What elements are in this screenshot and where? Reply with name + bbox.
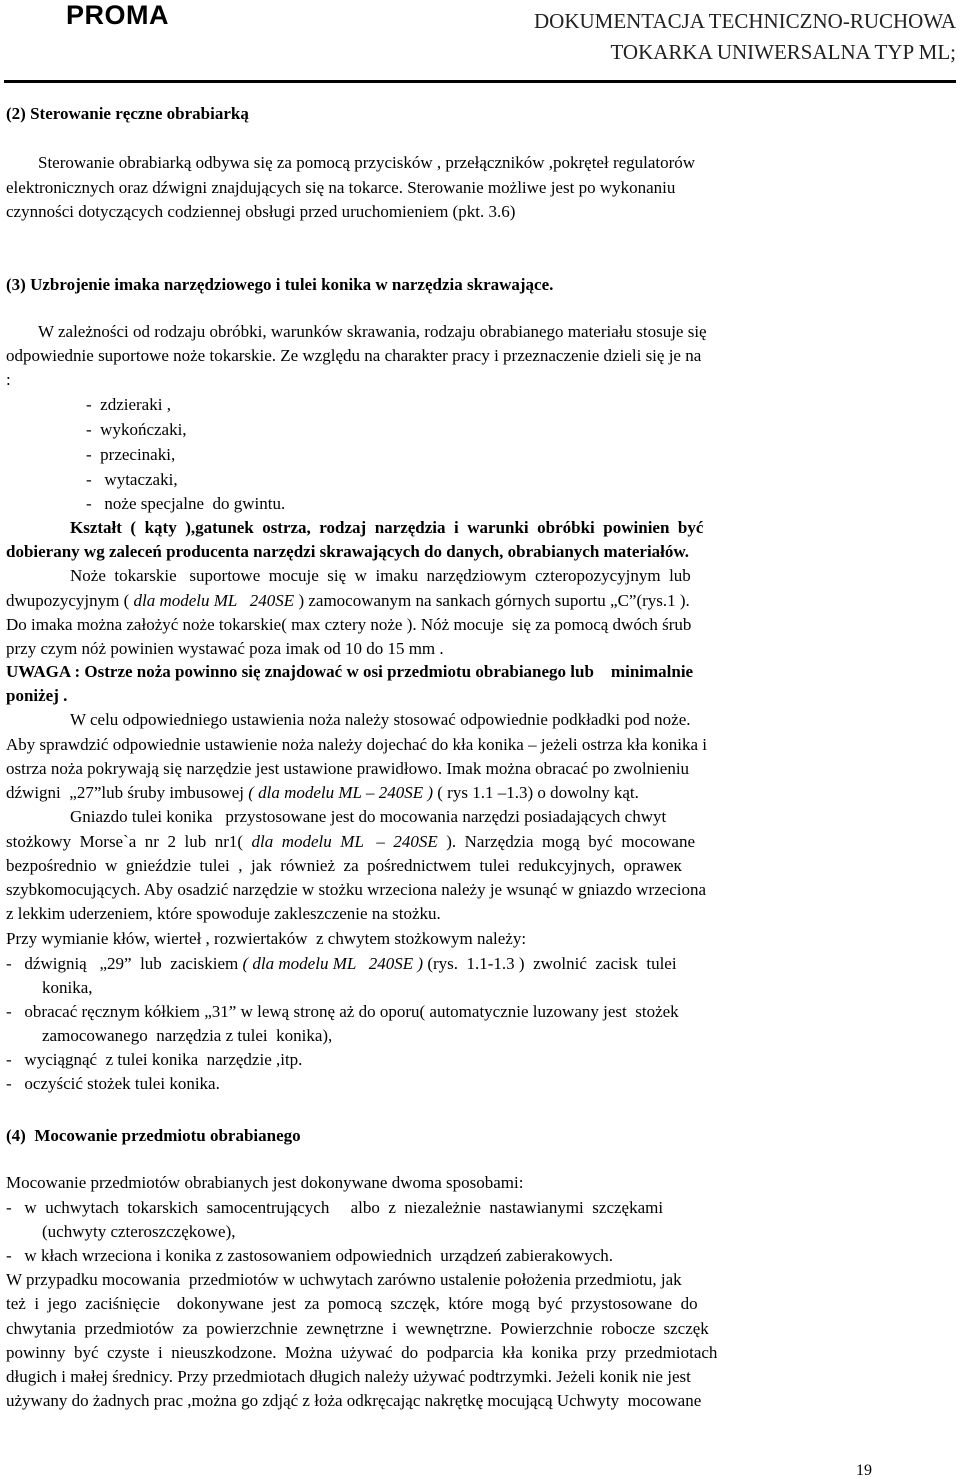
bullet-1-line1: - dźwignią „29” lub zaciskiem ( dla modelu ML 240SE ) (rys. 1.1-1.3 ) zwolnić zacisk tulei: [6, 954, 677, 973]
section-4-para-line5: długich i małej średnicy. Przy przedmiotach długich należy używać podtrzymki. Jeżeli konik nie jest: [6, 1367, 691, 1386]
bullet-3: - wyciągnąć z tulei konika narzędzie ,itp.: [6, 1050, 303, 1069]
para2-line1: Noże tokarskie suportowe mocuje się w imaku narzędziowym czteropozycyjnym lub: [70, 566, 691, 585]
para3-line1: W celu odpowiedniego ustawienia noża należy stosować odpowiednie podkładki pod noże.: [70, 710, 691, 729]
para3-line4: dźwigni „27”lub śruby imbusowej ( dla modelu ML – 240SE ) ( rys 1.1 –1.3) o dowolny kąt.: [6, 783, 639, 802]
para4-line4: szybkomocujących. Aby osadzić narzędzie w stożku wrzeciona należy je wsunąć w gniazdo wrzeciona: [6, 880, 707, 899]
bold-note-line2: dobierany wg zaleceń producenta narzędzi skrawających do danych, obrabianych materiałów.: [6, 542, 689, 561]
section-3-para1-line3: :: [6, 370, 11, 389]
para3-line2: Aby sprawdzić odpowiednie ustawienie noża należy dojechać do kła konika – jeżeli ostrza kła konika i: [6, 735, 708, 754]
list-item: - wytaczaki,: [86, 470, 178, 489]
list-item: - zdzieraki ,: [86, 395, 171, 414]
section-3-heading: (3) Uzbrojenie imaka narzędziowego i tulei konika w narzędzia skrawające.: [6, 275, 554, 294]
para4-line5: z lekkim uderzeniem, które spowoduje zakleszczenie na stożku.: [6, 904, 441, 923]
list-item: - przecinaki,: [86, 445, 176, 464]
bullet-2-line2: zamocowanego narzędzia z tulei konika),: [42, 1026, 333, 1045]
section-4-line-1: Mocowanie przedmiotów obrabianych jest dokonywane dwoma sposobami:: [6, 1173, 524, 1192]
page-number: 19: [856, 1462, 872, 1479]
section-4-heading: (4) Mocowanie przedmiotu obrabianego: [6, 1126, 301, 1145]
bold-note-line1: Kształt ( kąty ),gatunek ostrza, rodzaj narzędzia i warunki obróbki powinien być: [70, 518, 704, 537]
document-title-line2: TOKARKA UNIWERSALNA TYP ML;: [610, 40, 956, 64]
bullet-4: - oczyścić stożek tulei konika.: [6, 1074, 220, 1093]
section-3-para1-line1: W zależności od rodzaju obróbki, warunków skrawania, rodzaju obrabianego materiału stosuje się: [38, 322, 707, 341]
bullet-2-line1: - obracać ręcznym kółkiem „31” w lewą stronę aż do oporu( automatycznie luzowany jest stożek: [6, 1002, 679, 1021]
section-4-para-line2: też i jego zaciśnięcie dokonywane jest za pomocą szczęk, które mogą być przystosowane do: [6, 1294, 698, 1313]
brand-logo: PROMA: [66, 0, 169, 30]
section-2-line-2: elektronicznych oraz dźwigni znajdujących się na tokarce. Sterowanie możliwe jest po wykonaniu: [6, 178, 676, 197]
para3-line3: ostrza noża pokrywają się narzędzie jest ustawione prawidłowo. Imak można obracać po zwolnieniu: [6, 759, 690, 778]
para2-line4: przy czym nóż powinien wystawać poza imak od 10 do 15 mm .: [6, 639, 444, 658]
para2-line2: dwupozycyjnym ( dla modelu ML 240SE ) zamocowanym na sankach górnych suportu „C”(rys.1 ).: [6, 591, 690, 610]
section-3-para1-line2: odpowiednie suportowe noże tokarskie. Ze względu na charakter pracy i przeznaczenie dzieli się je na: [6, 346, 702, 365]
section-2-heading: (2) Sterowanie ręczne obrabiarką: [6, 104, 249, 123]
section-4-bullet-2: - w kłach wrzeciona i konika z zastosowaniem odpowiednich urządzeń zabierakowych.: [6, 1246, 614, 1265]
section-4-para-line1: W przypadku mocowania przedmiotów w uchwytach zarówno ustalenie położenia przedmiotu, jak: [6, 1270, 682, 1289]
header-divider: [4, 80, 956, 83]
para4-line3: bezpośrednio w gnieździe tulei , jak również za pośrednictwem tulei redukcyjnych, opraweк: [6, 856, 682, 875]
para5-line1: Przy wymianie kłów, wierteł , rozwiertaków z chwytem stożkowym należy:: [6, 929, 527, 948]
section-4-para-line6: używany do żadnych prac ,można go zdjąć z łoża odkręcając nakrętkę mocującą Uchwyty mocowane: [6, 1391, 702, 1410]
para4-line1: Gniazdo tulei konika przystosowane jest do mocowania narzędzi posiadających chwyt: [70, 807, 667, 826]
section-4-bullet-1-line1: - w uchwytach tokarskich samocentrujących albo z niezależnie nastawianymi szczękami: [6, 1198, 664, 1217]
document-title: [534, 6, 956, 68]
list-item: - noże specjalne do gwintu.: [86, 494, 286, 513]
warning-line1: UWAGA : Ostrze noża powinno się znajdować w osi przedmiotu obrabianego lub minimalnie: [6, 662, 694, 681]
para4-line2: stożkowy Morse`a nr 2 lub nr1( dla modelu ML – 240SE ). Narzędzia mogą być mocowane: [6, 832, 695, 851]
section-4-bullet-1-line2: (uchwyty czteroszczękowe),: [42, 1222, 236, 1241]
section-2-line-3: czynności dotyczących codziennej obsługi przed uruchomieniem (pkt. 3.6): [6, 202, 516, 221]
section-4-para-line3: chwytania przedmiotów za powierzchnie zewnętrzne i wewnętrzne. Powierzchnie robocze szczęk: [6, 1319, 709, 1338]
section-2-line-1: Sterowanie obrabiarką odbywa się za pomocą przycisków , przełączników ,pokręteł regulatorów: [38, 153, 696, 172]
para2-line3: Do imaka można założyć noże tokarskie( max cztery noże ). Nóż mocuje się za pomocą dwóch śrub: [6, 615, 692, 634]
warning-line2: poniżej .: [6, 686, 68, 705]
document-title-line1: DOKUMENTACJA TECHNICZNO-RUCHOWA: [533, 9, 956, 33]
list-item: - wykończaki,: [86, 420, 187, 439]
bullet-1-line2: konika,: [42, 978, 93, 997]
section-4-para-line4: powinny być czyste i nieuszkodzone. Można używać do podparcia kła konika przy przedmiotach: [6, 1343, 718, 1362]
